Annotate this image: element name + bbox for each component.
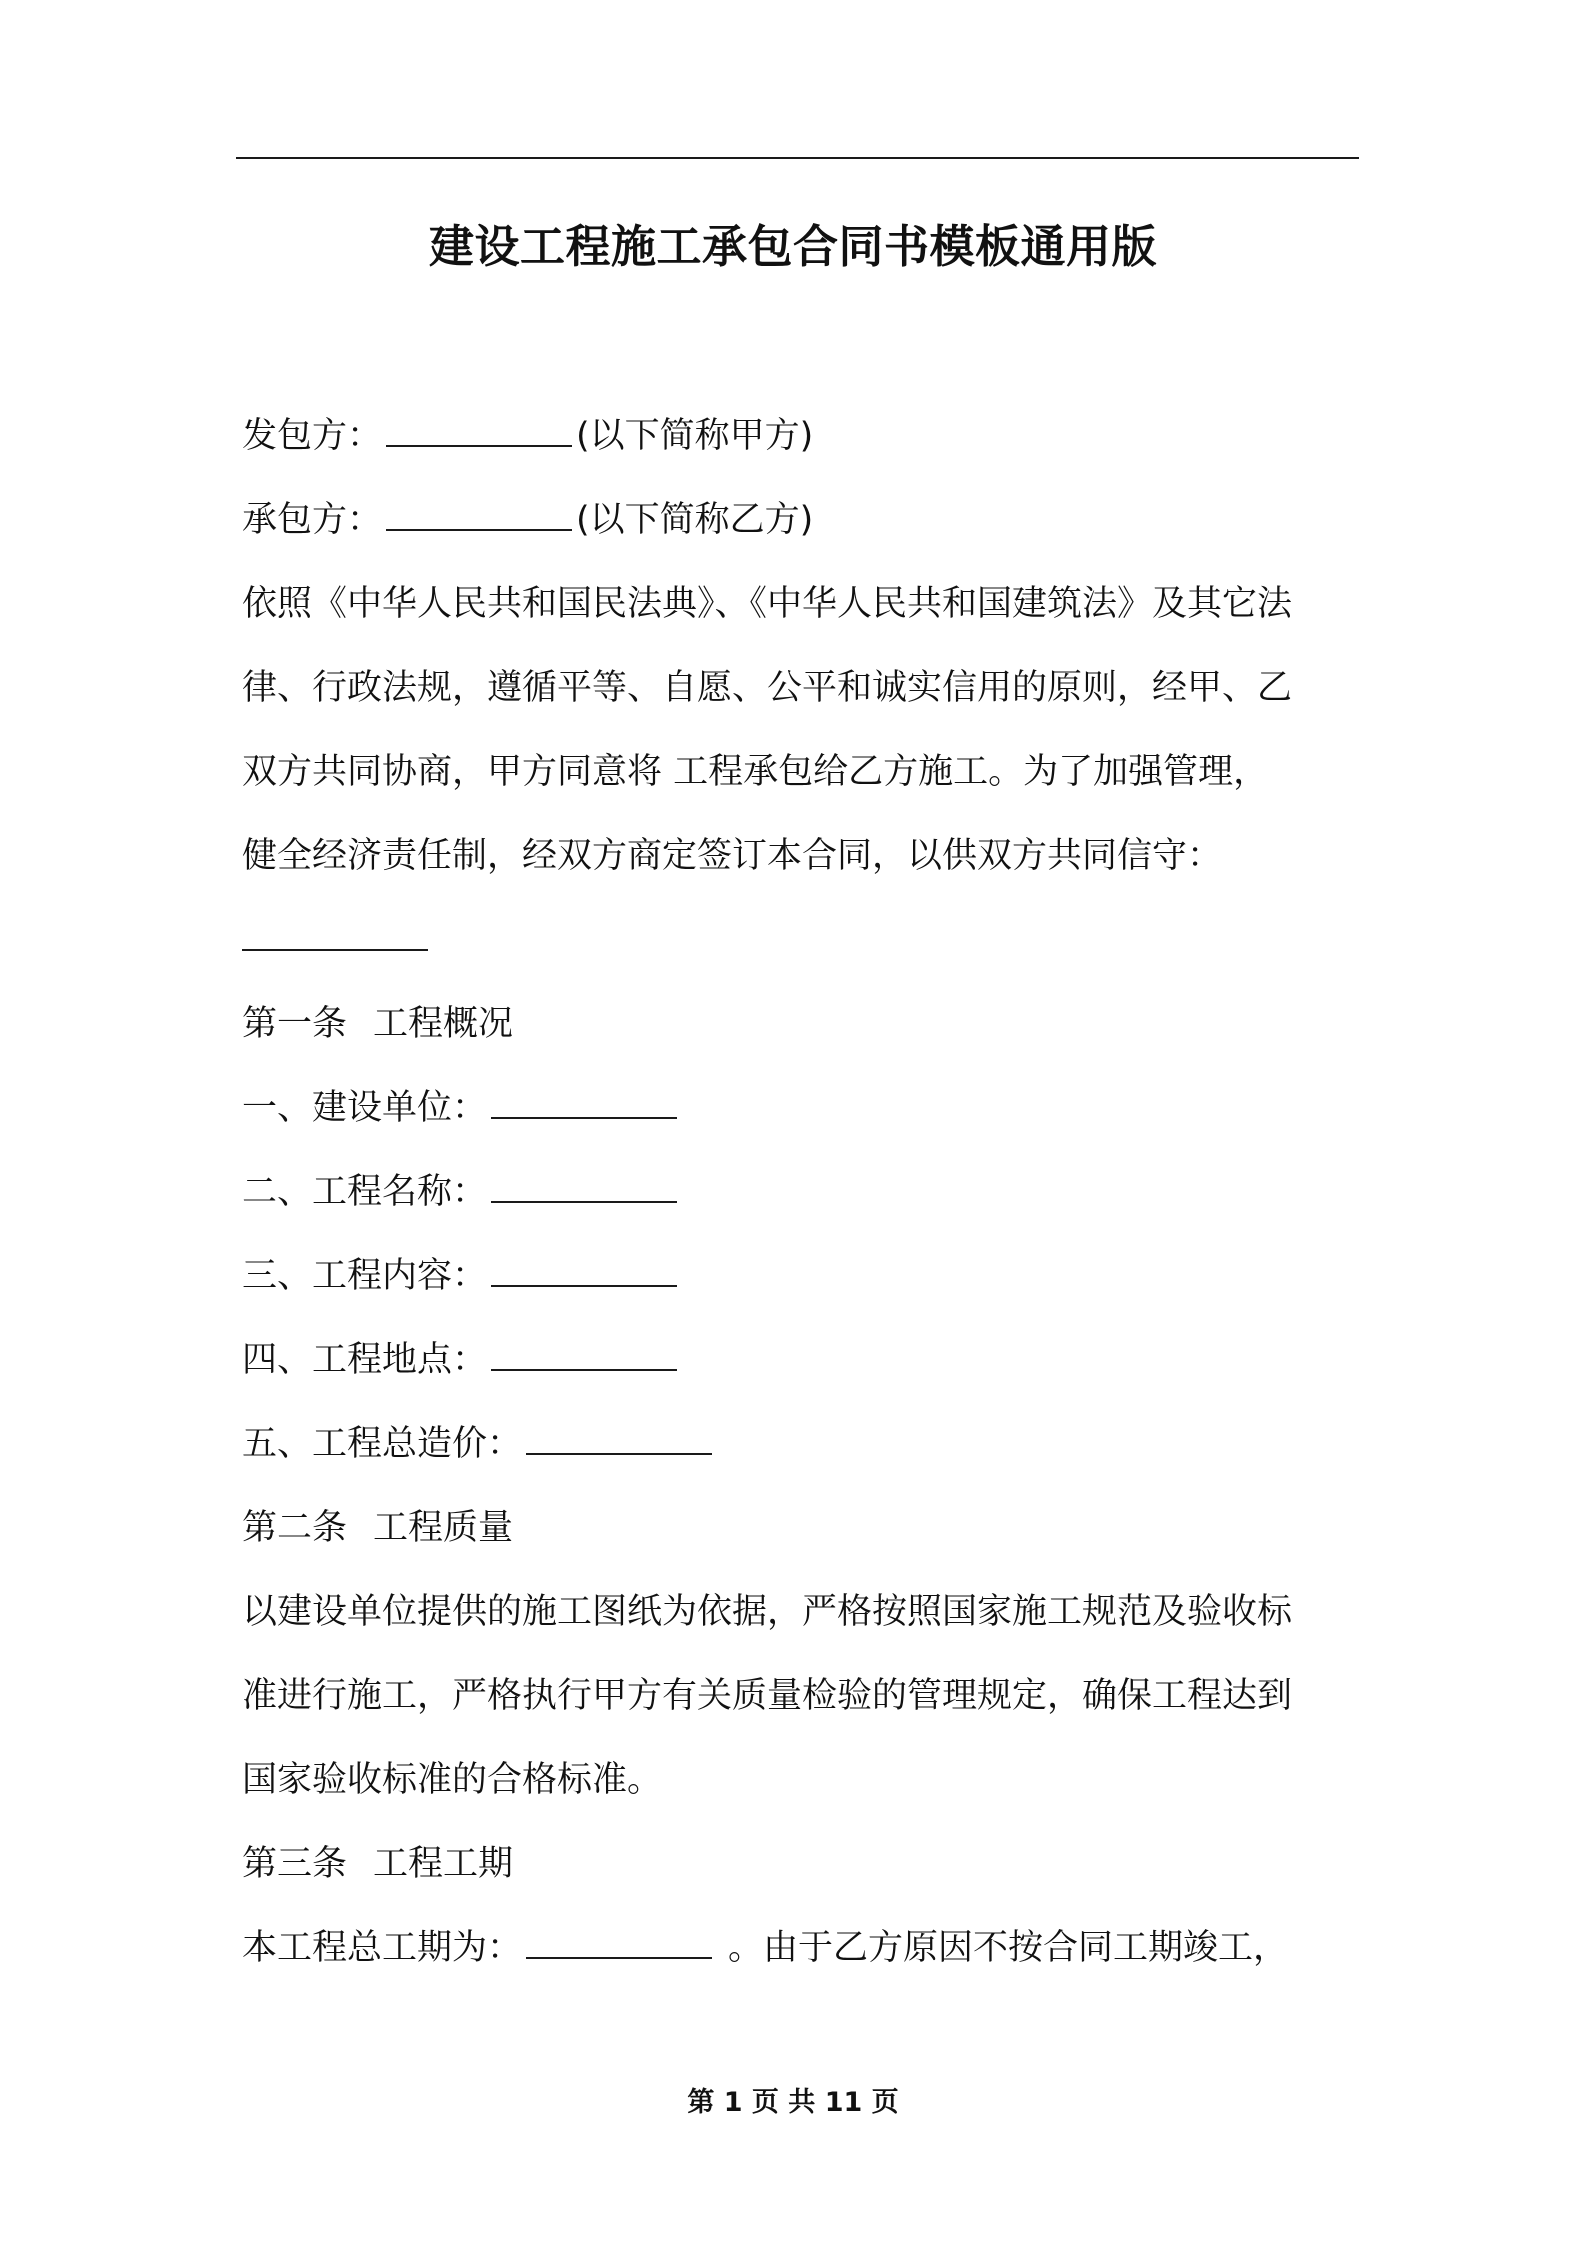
party-a-blank: [386, 415, 572, 447]
item-label: 四、工程地点：: [242, 1340, 488, 1380]
article-2-heading: [242, 1498, 513, 1558]
preamble-line: 律、行政法规，遵循平等、自愿、公平和诚实信用的原则，经甲、乙: [242, 668, 1293, 708]
item-label: 一、建设单位：: [242, 1088, 488, 1128]
party-b-label: 承包方：: [242, 500, 383, 540]
article-3-blank: [526, 1927, 712, 1959]
item-blank: [491, 1171, 677, 1203]
article-3-number: 第三条: [242, 1844, 348, 1884]
page-footer: 第 1 页 共 11 页: [687, 2087, 899, 2118]
article-2-body-line: 以建设单位提供的施工图纸为依据，严格按照国家施工规范及验收标: [242, 1592, 1293, 1632]
article-1-title: 工程概况: [373, 1004, 514, 1044]
article-1-item: [242, 1414, 716, 1474]
article-1-heading: [242, 994, 513, 1054]
article-2-number: 第二条: [242, 1508, 348, 1548]
article-3-heading: [242, 1834, 513, 1894]
item-label: 五、工程总造价：: [242, 1424, 523, 1464]
party-b-blank: [386, 499, 572, 531]
article-1-item: [242, 1162, 681, 1222]
item-blank: [491, 1339, 677, 1371]
item-blank: [491, 1255, 677, 1287]
item-blank: [491, 1087, 677, 1119]
article-1-item: [242, 1246, 681, 1306]
preamble-trailing-blank: [242, 919, 428, 951]
party-b-line: [242, 490, 813, 550]
party-a-suffix: (以下简称甲方): [576, 416, 814, 456]
header-rule: [236, 157, 1359, 159]
item-label: 三、工程内容：: [242, 1256, 488, 1296]
party-a-line: [242, 406, 813, 466]
preamble-trailing-blank-line: [242, 910, 432, 970]
article-1-item: [242, 1330, 681, 1390]
document-title: 建设工程施工承包合同书模板通用版: [428, 220, 1157, 273]
preamble-line: 双方共同协商，甲方同意将 工程承包给乙方施工。为了加强管理，: [242, 752, 1269, 792]
preamble-line: 健全经济责任制，经双方商定签订本合同，以供双方共同信守：: [242, 836, 1223, 876]
article-3-title: 工程工期: [373, 1844, 514, 1884]
preamble-line: 依照《中华人民共和国民法典》、《中华人民共和国建筑法》及其它法: [242, 584, 1293, 624]
article-2-body-line: 国家验收标准的合格标准。: [242, 1760, 663, 1800]
party-b-suffix: (以下简称乙方): [576, 500, 814, 540]
article-1-item: [242, 1078, 681, 1138]
article-3-body-suffix: 。由于乙方原因不按合同工期竣工，: [728, 1928, 1289, 1968]
article-2-body-line: 准进行施工，严格执行甲方有关质量检验的管理规定，确保工程达到: [242, 1676, 1293, 1716]
article-1-number: 第一条: [242, 1004, 348, 1044]
item-label: 二、工程名称：: [242, 1172, 488, 1212]
article-3-body-line: [242, 1918, 1288, 1978]
item-blank: [526, 1423, 712, 1455]
article-2-title: 工程质量: [373, 1508, 514, 1548]
party-a-label: 发包方：: [242, 416, 383, 456]
article-3-body-prefix: 本工程总工期为：: [242, 1928, 523, 1968]
